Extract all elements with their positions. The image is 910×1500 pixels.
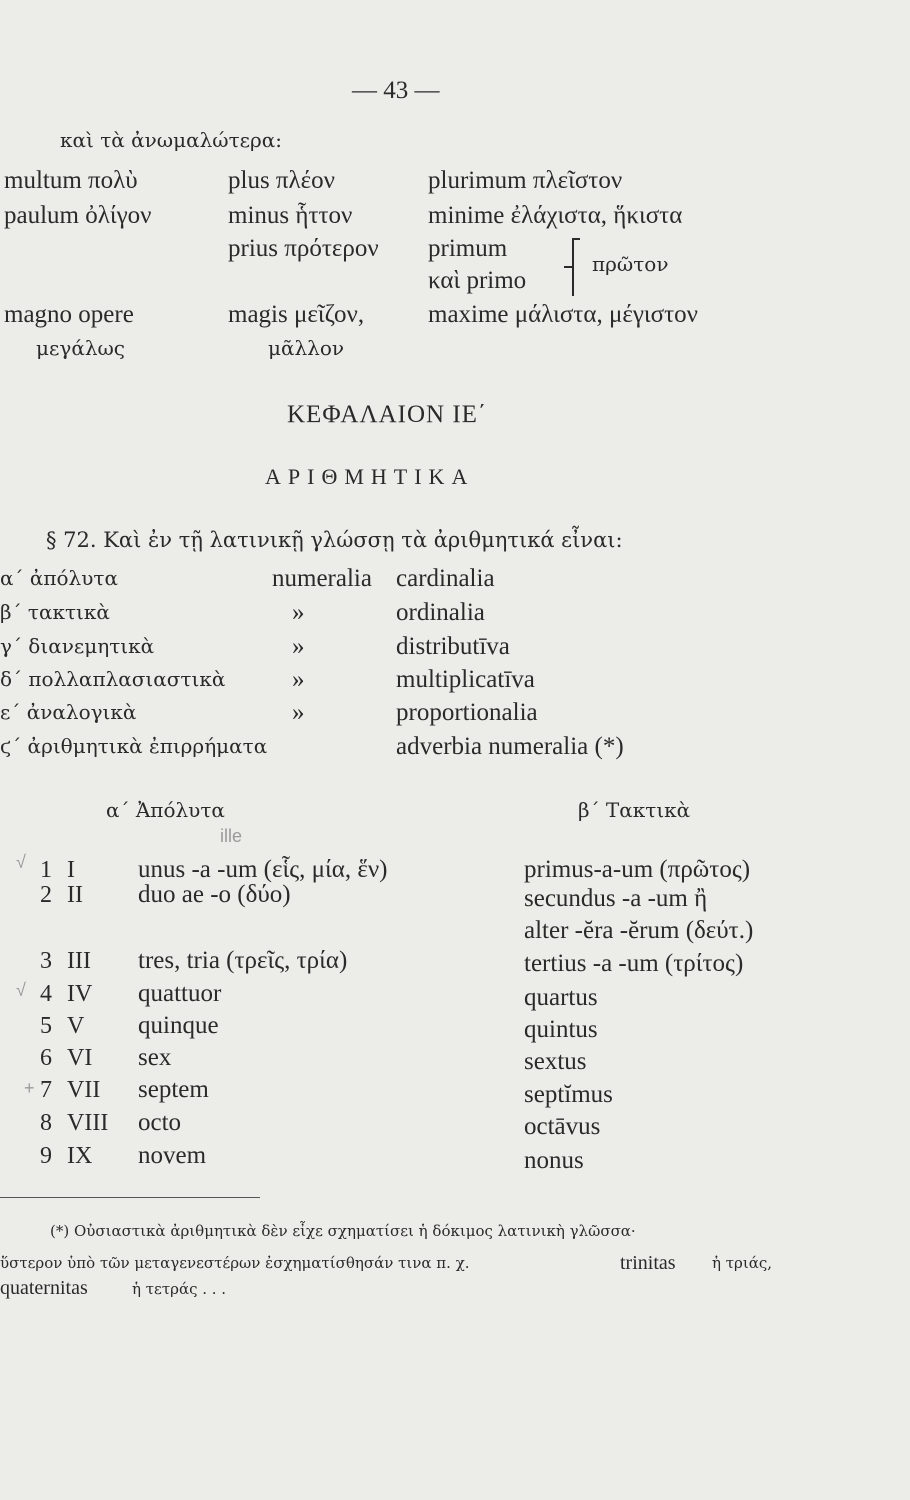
cardinal-word: septem [138,1076,209,1103]
footnote-latin-word: trinitas [620,1252,676,1274]
comparison-r1-c1: multum πολὺ [4,167,138,194]
category-mid: » [292,666,305,693]
numeral-roman: IV [67,981,93,1007]
intro-line: καὶ τὰ ἀνωμαλώτερα: [60,128,283,152]
margin-note: ille [220,826,243,846]
cardinal-word: tres, tria (τρεῖς, τρία) [138,947,348,974]
comparison-r4-c2: magis μεῖζον, [228,301,365,328]
category-greek: β΄ τακτικὰ [0,600,110,624]
ordinal-word-alt: alter -ĕra -ĕrum (δεύτ.) [524,917,754,944]
category-greek: δ΄ πολλαπλασιαστικὰ [0,667,226,691]
numeral-arabic: 1 [40,857,52,883]
chapter-title: ΑΡΙΘΜΗΤΙΚΑ [265,464,475,489]
cardinal-word: duo ae -o (δύο) [138,881,291,908]
ordinal-word: nonus [524,1147,584,1174]
numeral-roman: II [67,882,83,908]
ordinal-word: primus-a-um (πρῶτος) [524,856,751,883]
numeral-arabic: 2 [40,882,52,908]
comparison-r3-c3b: καὶ primo [428,267,527,294]
comparison-r2-c1: paulum ὀλίγον [4,202,152,229]
comparison-r3-c2: prius πρότερον [228,235,379,262]
category-mid: » [292,699,305,726]
ordinal-word: septĭmus [524,1081,613,1108]
cardinal-word: unus -a -um (εἷς, μία, ἕν) [138,856,388,883]
column-head-cardinals: α΄ Ἀπόλυτα [106,798,225,822]
ordinal-word: quintus [524,1016,598,1043]
category-mid: numeralia [272,565,372,592]
category-latin: ordinalia [396,599,485,626]
numeral-roman: VII [67,1077,101,1103]
numeral-roman: III [67,948,91,974]
ordinal-word: tertius -a -um (τρίτος) [524,950,744,977]
comparison-r2-c3: minime ἐλάχιστα, ἥκιστα [428,202,683,229]
category-latin: distributīva [396,633,510,660]
category-latin: adverbia numeralia (*) [396,733,624,760]
numeral-roman: V [67,1013,85,1039]
column-head-ordinals: β΄ Τακτικὰ [578,798,691,822]
footnote-line-2: ὕστερον ὑπὸ τῶν μεταγενεστέρων ἐσχηματίσθησάν τινα π. χ. [0,1254,470,1272]
comparison-r2-c2: minus ἧττον [228,202,353,229]
category-greek: γ΄ διανεμητικὰ [0,634,155,658]
comparison-r5-c1: μεγάλως [36,336,126,360]
numeral-roman: VIII [67,1110,109,1136]
category-greek: ε΄ ἀναλογικὰ [0,700,137,724]
footnote-rule [0,1197,260,1198]
ordinal-word: octāvus [524,1113,601,1140]
chapter-heading: ΚΕΦΑΛΑΙΟΝ ΙΕ΄ [287,401,488,428]
comparison-r4-c1: magno opere [4,301,134,328]
numeral-roman: VI [67,1045,93,1071]
margin-note: √ [16,852,26,872]
cardinal-word: novem [138,1142,207,1169]
category-greek: α΄ ἀπόλυτα [0,566,118,590]
comparison-r4-c3: maxime μάλιστα, μέγιστον [428,301,698,328]
curly-brace [572,238,584,296]
page-number: — 43 — [352,77,440,104]
numeral-arabic: 3 [40,948,52,974]
ordinal-word: secundus -a -um ἢ [524,885,708,912]
category-latin: proportionalia [396,699,538,726]
comparison-r3-c3a: primum [428,235,508,262]
brace-word: πρῶτον [592,252,669,276]
ordinal-word: quartus [524,984,598,1011]
ordinal-word: sextus [524,1048,587,1075]
numeral-arabic: 6 [40,1045,52,1071]
cardinal-word: quinque [138,1012,219,1039]
numeral-arabic: 9 [40,1143,52,1169]
category-latin: multiplicatīva [396,666,535,693]
margin-note: + [24,1078,35,1098]
numeral-arabic: 4 [40,981,52,1007]
category-mid: » [292,633,305,660]
comparison-r1-c2: plus πλέον [228,167,335,194]
cardinal-word: quattuor [138,980,222,1007]
numeral-arabic: 7 [40,1077,52,1103]
footnote-line-3: ἡ τετράς . . . [132,1280,227,1298]
comparison-r1-c3: plurimum πλεῖστον [428,167,623,194]
cardinal-word: octo [138,1109,182,1136]
category-latin: cardinalia [396,565,495,592]
footnote-line-1: (*) Οὐσιαστικὰ ἀριθμητικὰ δὲν εἶχε σχηματίσει ἡ δόκιμος λατινικὴ γλῶσσα· [50,1222,636,1240]
cardinal-word: sex [138,1044,172,1071]
margin-note: √ [16,980,26,1000]
numeral-roman: I [67,857,75,883]
comparison-r5-c2: μᾶλλον [268,336,345,360]
footnote-line-2-end: ἡ τριάς, [712,1254,773,1272]
category-mid: » [292,599,305,626]
category-greek: ϛ΄ ἀριθμητικὰ ἐπιρρήματα [0,734,268,758]
numeral-roman: IX [67,1143,93,1169]
section-intro: § 72. Καὶ ἐν τῇ λατινικῇ γλώσσῃ τὰ ἀριθμητικά εἶναι: [46,528,623,552]
footnote-latin-word: quaternitas [0,1277,88,1299]
numeral-arabic: 5 [40,1013,52,1039]
numeral-arabic: 8 [40,1110,52,1136]
